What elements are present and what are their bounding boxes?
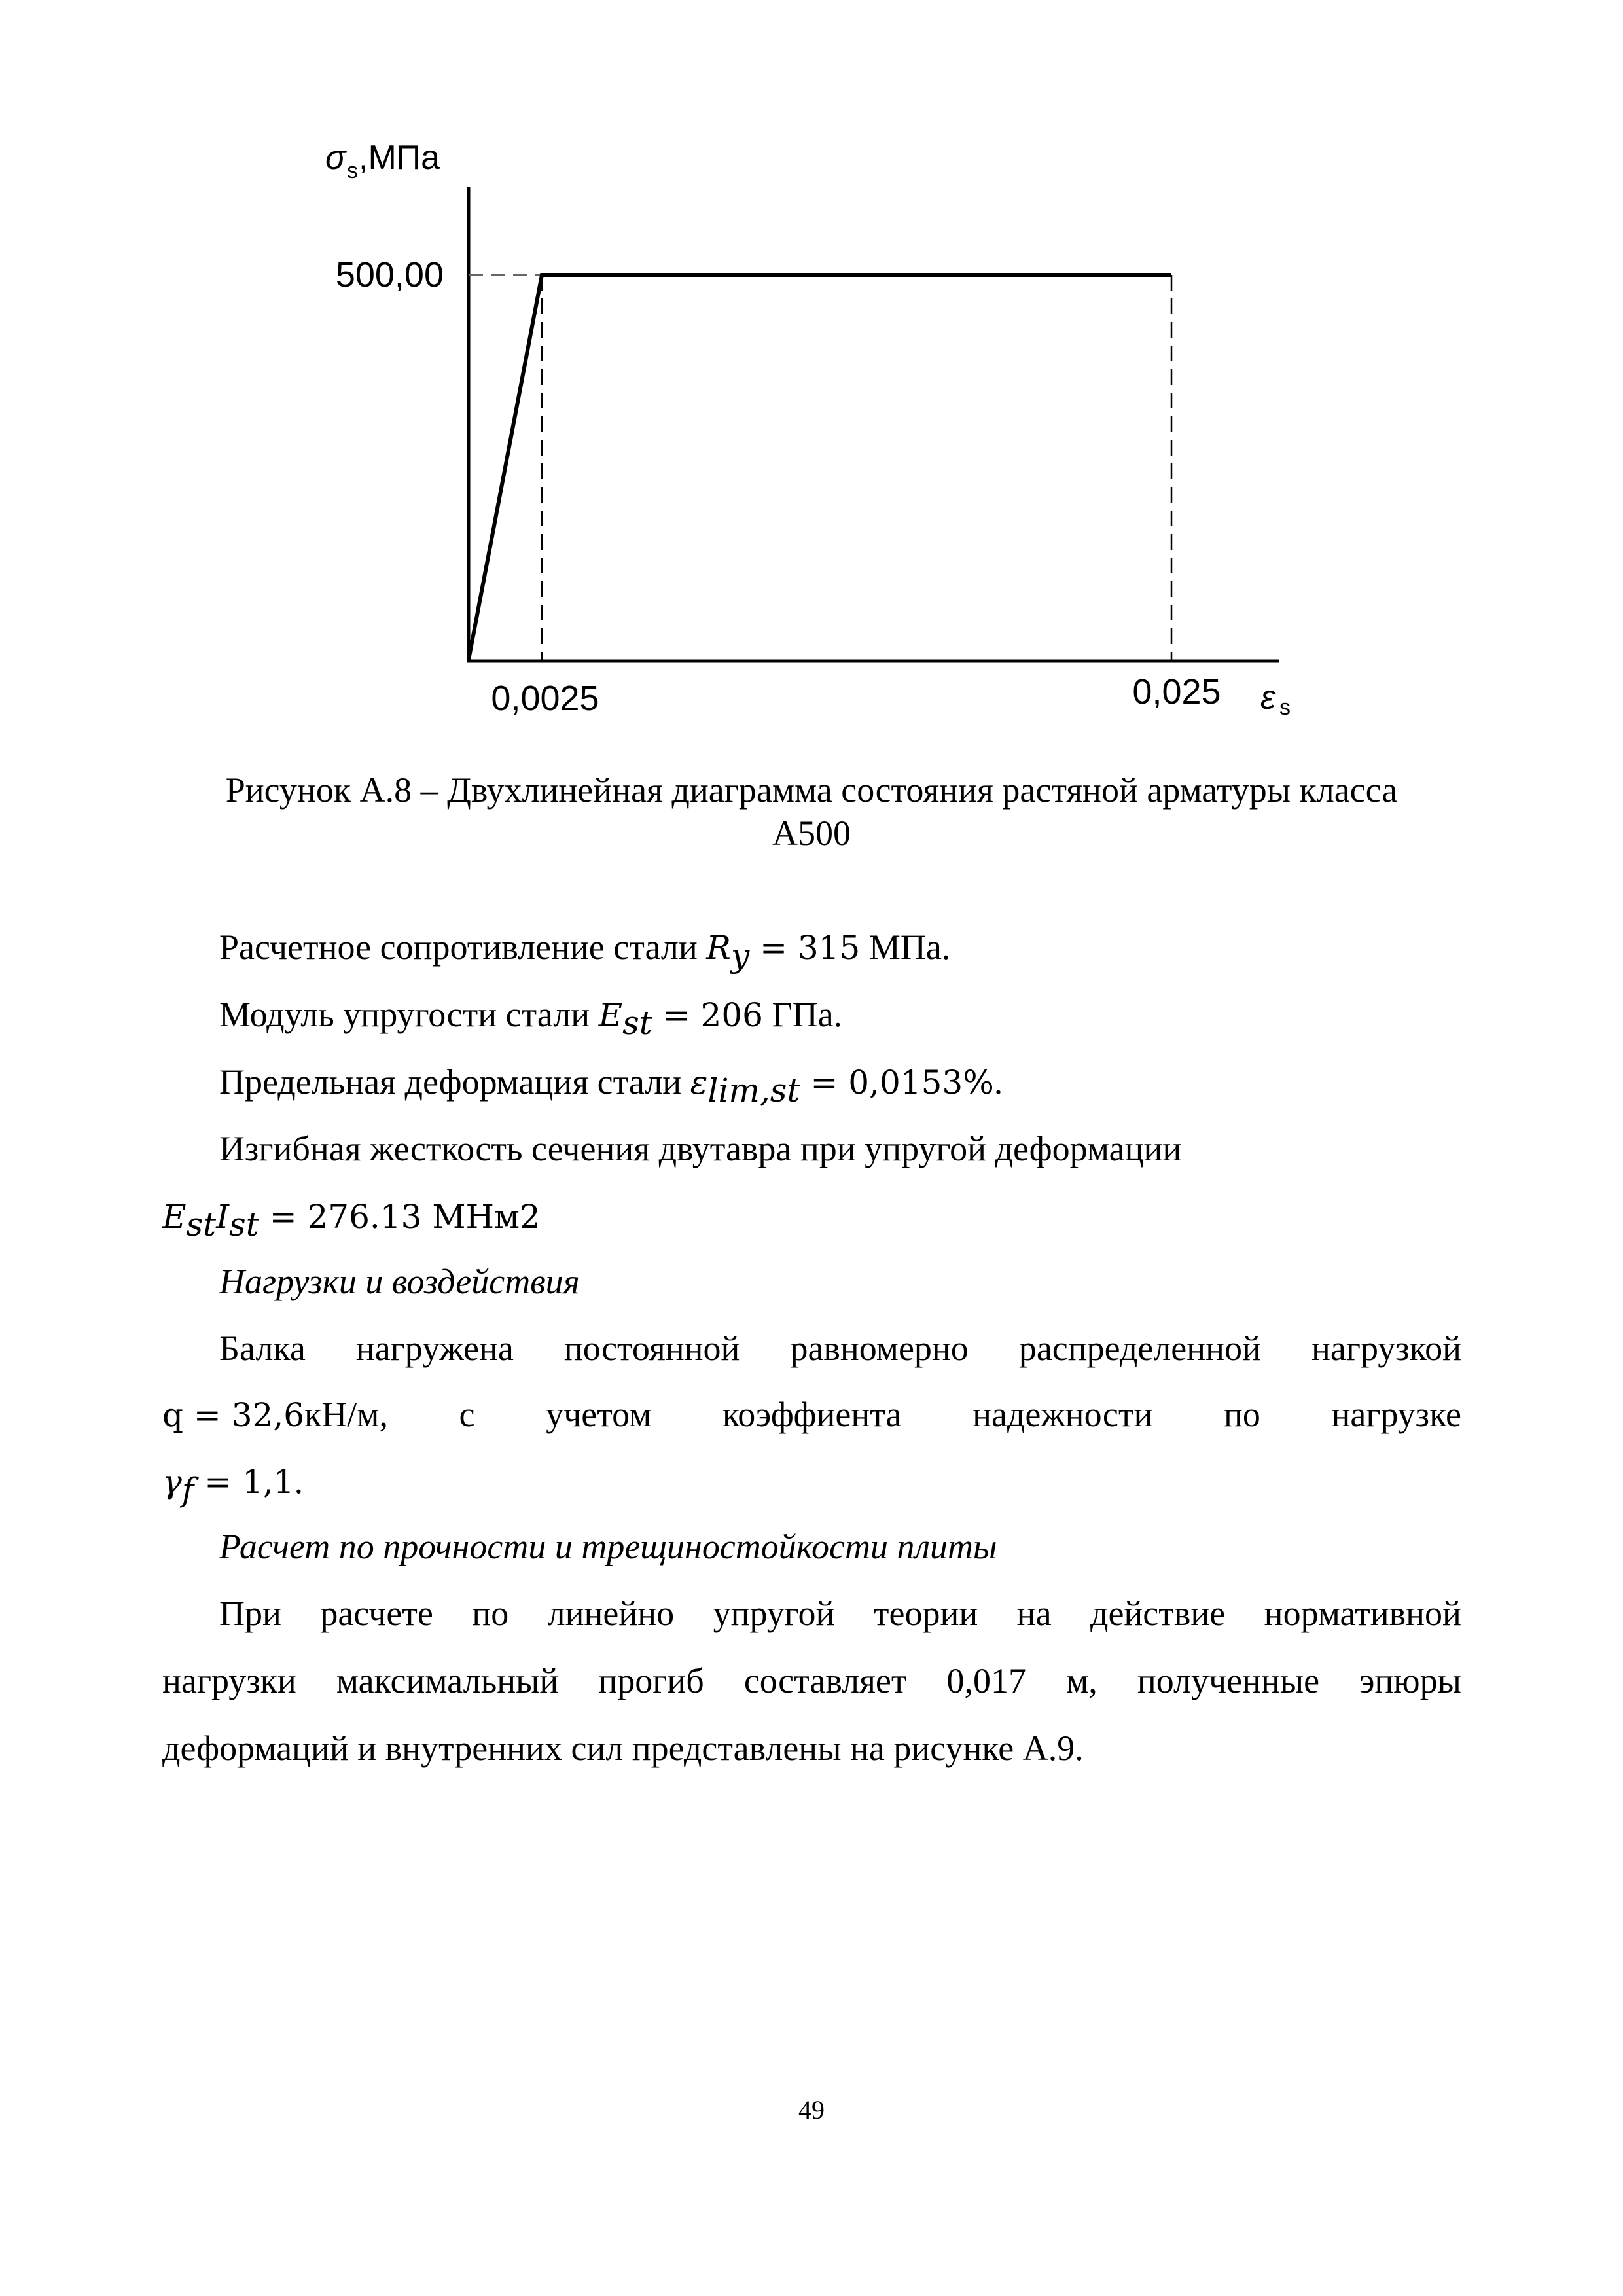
bending-stiffness-text: Изгибная жесткость сечения двутавра при упругой деформации	[219, 1129, 1182, 1168]
loads-paragraph-line-1: Балка нагружена постоянной равномерно распределенной нагрузкой	[219, 1329, 1461, 1368]
figure-caption	[144, 768, 1479, 855]
bending-stiffness-formula: $E_{st}I_{st} = 276.13$ МНм2	[162, 1198, 541, 1244]
load-value: q = 32,6кН/м,	[162, 1395, 388, 1434]
page-number: 49	[798, 2095, 825, 2125]
load-factor-line: $\gamma_f = 1,1$.	[162, 1462, 304, 1509]
design-resistance-line: Расчетное сопротивление стали $R_y = 315$ МПа.	[219, 927, 951, 975]
calc-paragraph-line-2: нагрузки максимальный прогиб составляет 0,017 м, полученные эпюры	[162, 1661, 1461, 1700]
y-axis-unit: ,МПа	[359, 139, 440, 177]
calc-heading: Расчет по прочности и трещиностойкости плиты	[219, 1527, 997, 1566]
x-tick-label: 0,025	[1132, 672, 1221, 711]
limit-strain-line: Предельная деформация стали $\varepsilon_{lim,st} = 0,0153\%$.	[219, 1062, 1003, 1109]
loads-heading: Нагрузки и воздействия	[219, 1262, 580, 1301]
y-tick-label: 500,00	[335, 255, 444, 295]
x-tick-label: 0,0025	[491, 679, 599, 718]
series-line	[469, 275, 1171, 660]
calc-paragraph-line-3: деформаций и внутренних сил представлены на рисунке А.9.	[162, 1729, 1084, 1768]
elastic-modulus-line: Модуль упругости стали $E_{st} = 206$ ГПа.	[219, 995, 843, 1042]
y-axis-symbol: σ	[325, 139, 346, 177]
x-axis-subscript: s	[1279, 695, 1291, 720]
stress-strain-chart	[0, 0, 1623, 746]
caption-line-1: Рисунок А.8 – Двухлинейная диаграмма состояния растяной арматуры класса	[225, 770, 1398, 810]
calc-paragraph-line-1: При расчете по линейно упругой теории на действие нормативной	[219, 1594, 1461, 1633]
y-axis-subscript: s	[347, 158, 358, 183]
caption-line-2: А500	[772, 814, 851, 853]
loads-paragraph-line-2: q = 32,6кН/м, с учетом коэффиента надежности по нагрузке	[162, 1393, 1461, 1437]
x-axis-symbol: ε	[1260, 679, 1275, 717]
